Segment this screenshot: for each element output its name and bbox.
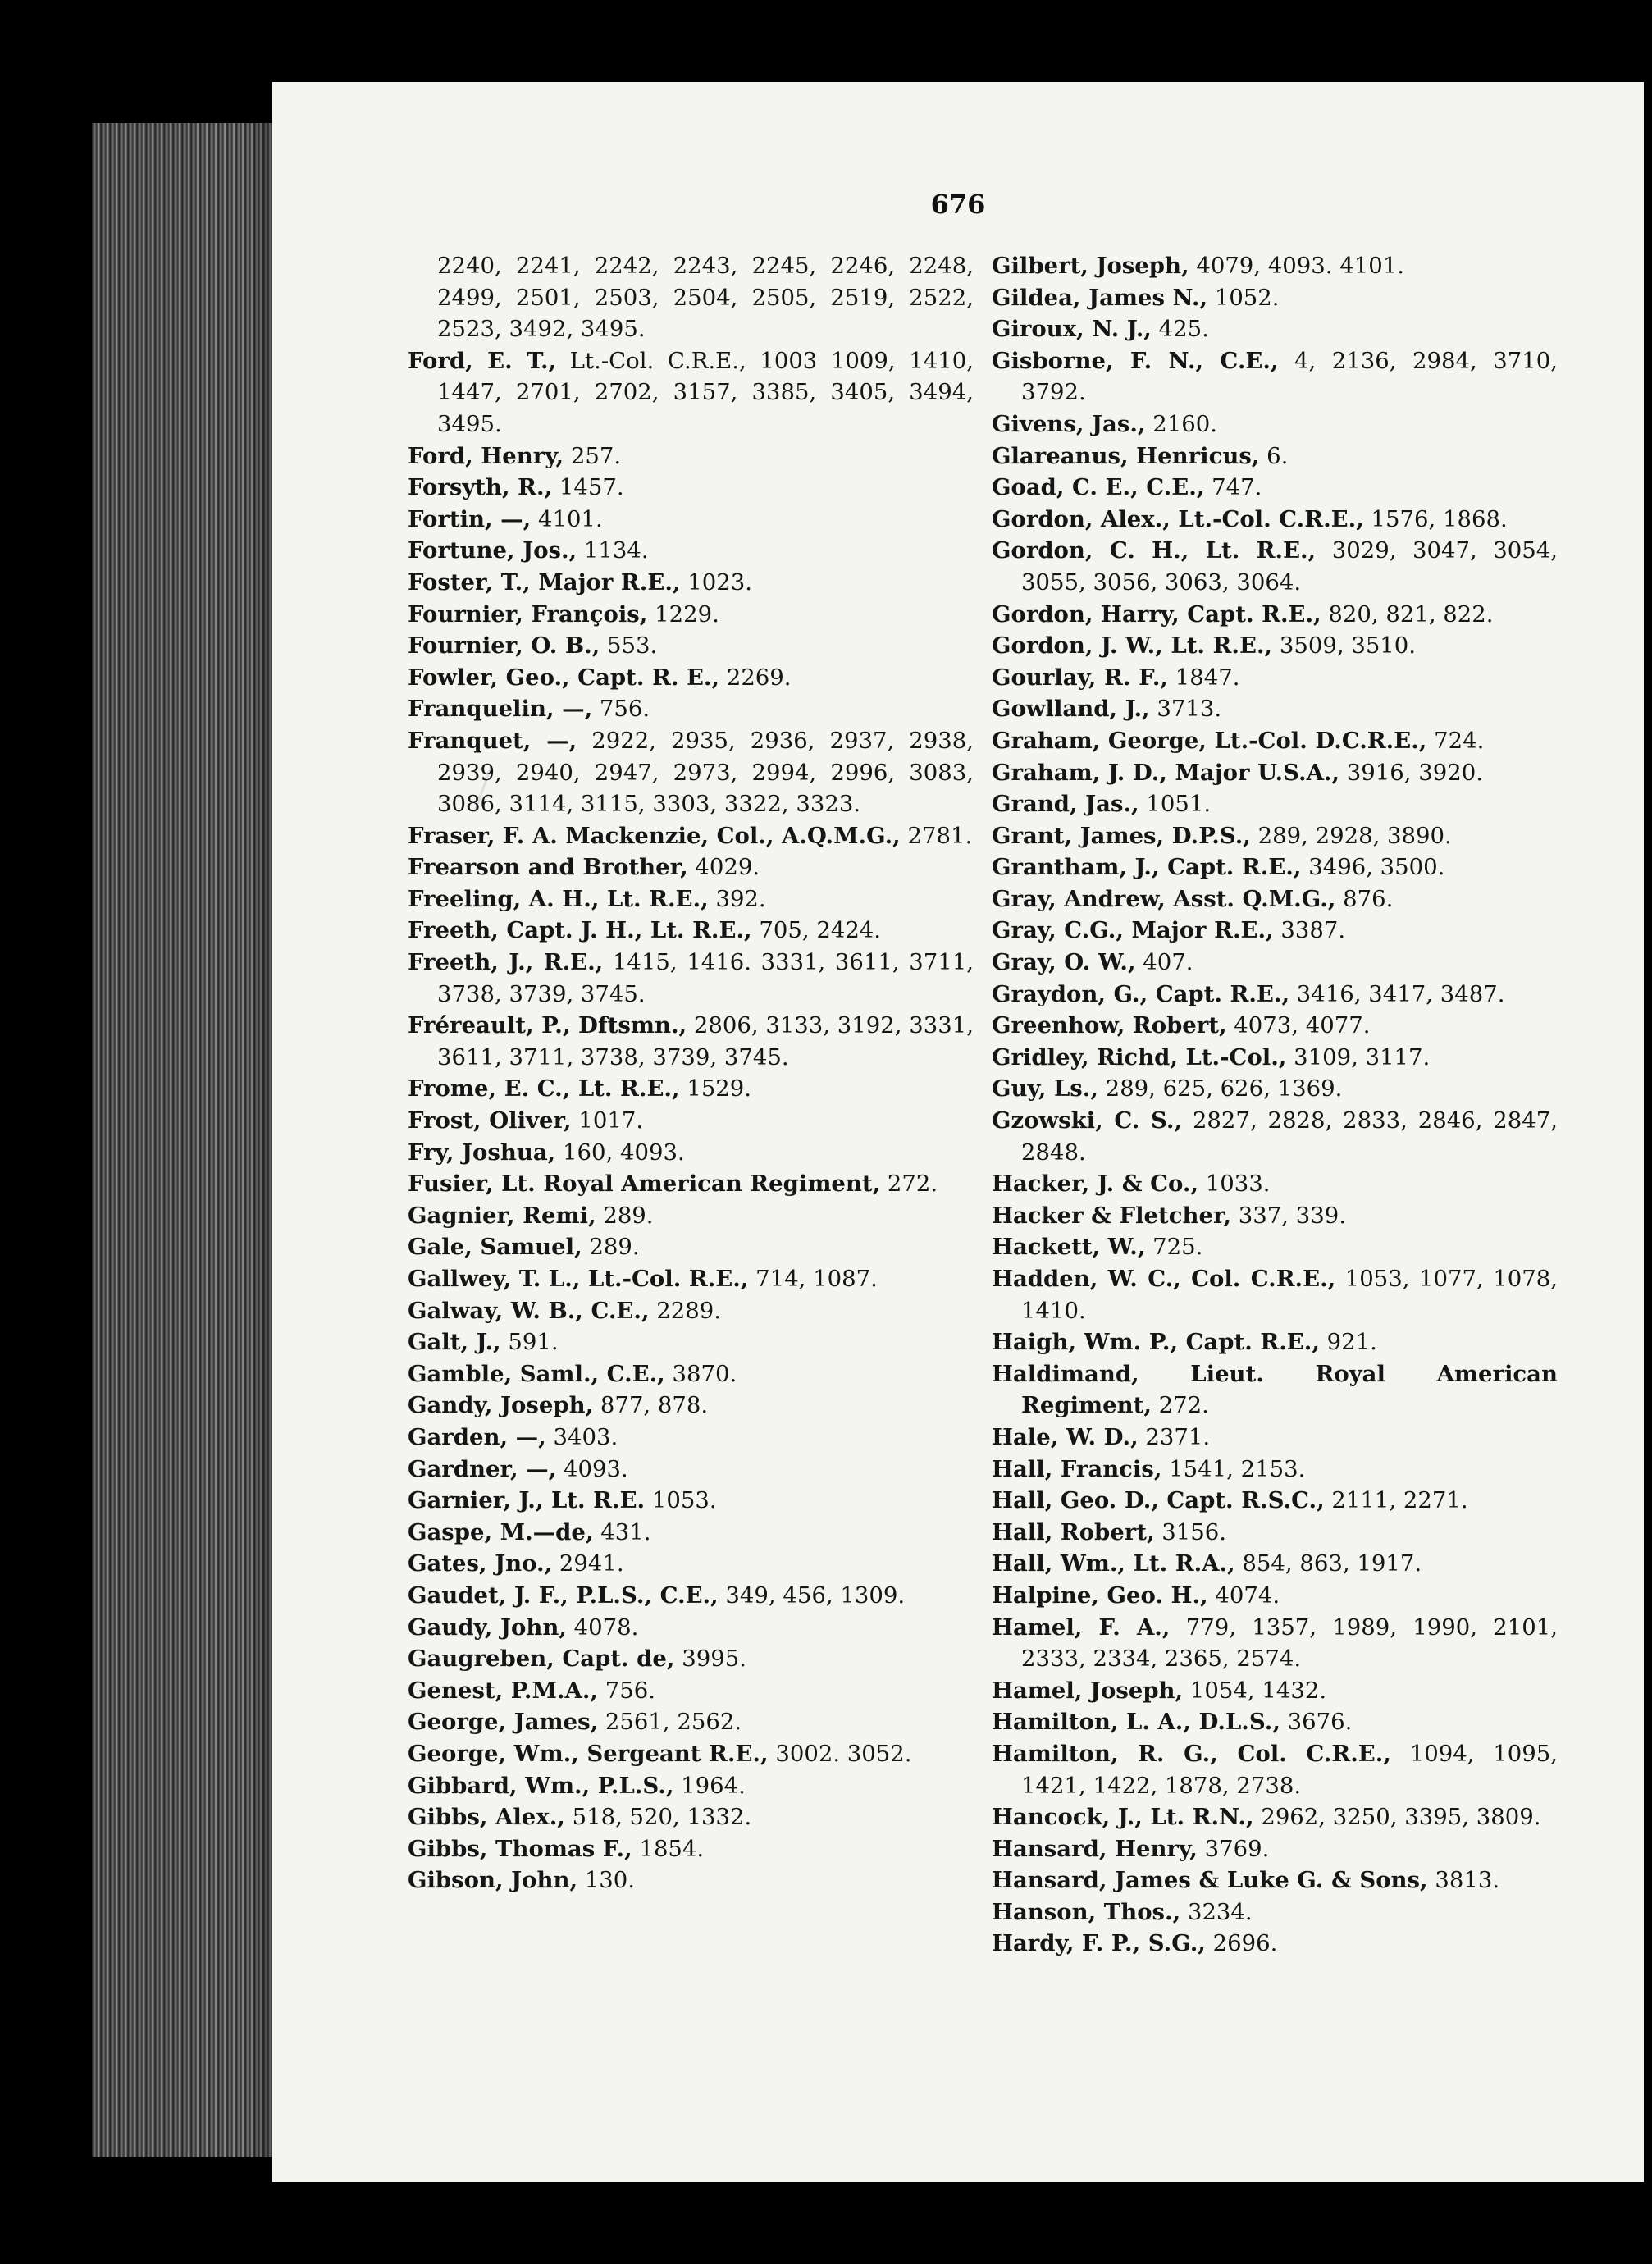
index-entry — [992, 1422, 1558, 1454]
entry-references: 4079, 4093. 4101. — [1189, 253, 1404, 279]
entry-references: 2922, 2935, 2936, 2937, 2938, 2939, 2940, 2947, 2973, 2994, 2996, 3083, 3086, 3114, 3115, 3303, 3322, 3323. — [437, 727, 974, 818]
entry-name: Gilbert, Joseph, — [992, 253, 1189, 279]
index-entry — [408, 1865, 974, 1897]
entry-name: Hall, Robert, — [992, 1518, 1155, 1545]
entry-name: Freeth, Capt. J. H., Lt. R.E., — [408, 917, 752, 944]
entry-name: Hardy, F. P., S.G., — [992, 1930, 1206, 1957]
index-entry — [408, 883, 974, 915]
entry-name: Glareanus, Henricus, — [992, 442, 1260, 469]
entry-name: Fortin, —, — [408, 505, 532, 532]
index-entry — [408, 567, 974, 599]
entry-name: Grand, Jas., — [992, 791, 1139, 818]
entry-references: 1054, 1432. — [1183, 1677, 1327, 1704]
index-entry — [992, 1200, 1558, 1232]
entry-references: 1134. — [577, 537, 649, 564]
entry-references: 3156. — [1154, 1518, 1226, 1545]
entry-references: 1053, 1077, 1078, 1410. — [1021, 1266, 1558, 1324]
index-entry — [408, 820, 974, 852]
entry-name: Gildea, James N., — [992, 284, 1208, 311]
entry-references: 4074. — [1207, 1582, 1280, 1609]
entry-references: 779, 1357, 1989, 1990, 2101, 2333, 2334, 2365, 2574. — [1021, 1614, 1558, 1673]
index-entry — [992, 1263, 1558, 1326]
index-entry — [992, 1485, 1558, 1517]
index-entry — [992, 1010, 1558, 1042]
index-entry — [992, 1675, 1558, 1707]
entry-references: 431. — [593, 1518, 651, 1545]
entry-name: Fréreault, P., Dftsmn., — [408, 1012, 687, 1039]
entry-name: Gates, Jno., — [408, 1550, 553, 1577]
index-entry — [408, 725, 974, 820]
entry-name: Gibbs, Alex., — [408, 1804, 565, 1831]
entry-name: Grant, James, D.P.S., — [992, 822, 1251, 849]
entry-references: 4101. — [531, 505, 603, 532]
entry-name: Galt, J., — [408, 1329, 501, 1356]
entry-references: 2781. — [900, 822, 973, 849]
entry-references: 2806, 3133, 3192, 3331, 3611, 3711, 3738, 3739, 3745. — [437, 1012, 974, 1070]
index-entry — [408, 1454, 974, 1486]
index-entry — [992, 1706, 1558, 1738]
entry-name: Frome, E. C., Lt. R.E., — [408, 1075, 680, 1102]
index-entry — [992, 1042, 1558, 1074]
entry-name: Frearson and Brother, — [408, 854, 688, 881]
entry-references: 2827, 2828, 2833, 2846, 2847, 2848. — [1021, 1107, 1558, 1166]
entry-references: 1964. — [673, 1772, 746, 1799]
entry-name: Hadden, W. C., Col. C.R.E., — [992, 1266, 1336, 1292]
entry-references: 3029, 3047, 3054, 3055, 3056, 3063, 3064. — [1021, 537, 1558, 596]
entry-references: 425. — [1151, 316, 1209, 343]
entry-name: George, James, — [408, 1709, 599, 1736]
entry-name: Hansard, James & Luke G. & Sons, — [992, 1867, 1428, 1894]
entry-references: 1415, 1416. 3331, 3611, 3711, 3738, 3739, 3745. — [437, 949, 974, 1007]
entry-name: Gagnier, Remi, — [408, 1202, 596, 1229]
entry-name: Hansard, Henry, — [992, 1835, 1198, 1862]
entry-references: 725. — [1145, 1234, 1203, 1261]
entry-references: 1541, 2153. — [1161, 1455, 1306, 1482]
entry-references: 2941. — [552, 1550, 624, 1577]
entry-references: 257. — [564, 442, 622, 469]
index-entry — [992, 1073, 1558, 1105]
entry-references: 553. — [600, 632, 658, 660]
entry-references: 1576, 1868. — [1363, 505, 1508, 532]
entry-name: Fraser, F. A. Mackenzie, Col., A.Q.M.G., — [408, 822, 901, 849]
entry-references: 1053. — [645, 1487, 717, 1514]
index-entry — [408, 1263, 974, 1295]
entry-references: 3109, 3117. — [1286, 1043, 1431, 1070]
index-entry — [408, 1580, 974, 1612]
index-entry — [408, 1295, 974, 1327]
entry-name: Gaspe, M.—de, — [408, 1518, 594, 1545]
entry-references: 2371. — [1138, 1423, 1211, 1450]
entry-name: Gowlland, J., — [992, 696, 1150, 723]
index-entry — [992, 1454, 1558, 1486]
index-entry — [992, 851, 1558, 883]
index-entry — [408, 1105, 974, 1137]
index-entry — [992, 472, 1558, 504]
entry-name: Galway, W. B., C.E., — [408, 1297, 650, 1324]
entry-references: 289, 625, 626, 1369. — [1098, 1075, 1343, 1102]
entry-name: Garden, —, — [408, 1423, 546, 1450]
index-entry — [992, 250, 1558, 282]
index-entry — [992, 662, 1558, 694]
index-entry — [992, 979, 1558, 1011]
entry-name: Hall, Francis, — [992, 1455, 1162, 1482]
entry-references: 289. — [582, 1234, 640, 1261]
index-entry — [992, 504, 1558, 536]
entry-name: Gibbs, Thomas F., — [408, 1835, 632, 1862]
index-entry — [992, 1928, 1558, 1960]
entry-name: Gordon, Alex., Lt.-Col. C.R.E., — [992, 505, 1364, 532]
entry-name: Gaudet, J. F., P.L.S., C.E., — [408, 1582, 719, 1609]
entry-references: 3509, 3510. — [1272, 632, 1417, 660]
entry-references: 1529. — [679, 1075, 752, 1102]
entry-references: 1229. — [647, 600, 719, 628]
index-entry — [992, 1580, 1558, 1612]
entry-name: Fusier, Lt. Royal American Regiment, — [408, 1171, 881, 1198]
entry-name: Gridley, Richd, Lt.-Col., — [992, 1043, 1287, 1070]
entry-references: 1051. — [1139, 791, 1212, 818]
entry-references: 289, 2928, 3890. — [1250, 822, 1452, 849]
entry-references: 3676. — [1280, 1709, 1353, 1736]
index-entry — [992, 440, 1558, 472]
index-entry — [992, 820, 1558, 852]
entry-name: Gale, Samuel, — [408, 1234, 582, 1261]
entry-references: 854, 863, 1917. — [1234, 1550, 1422, 1577]
entry-name: Hamel, F. A., — [992, 1614, 1171, 1641]
entry-references: 2111, 2271. — [1324, 1487, 1468, 1514]
entry-name: Ford, E. T., — [408, 347, 557, 374]
entry-references: Lt.-Col. C.R.E., 1003 1009, 1410, 1447, 2701, 2702, 3157, 3385, 3405, 3494, 3495. — [437, 347, 974, 437]
entry-name: Gray, C.G., Major R.E., — [992, 917, 1274, 944]
index-entry — [408, 1390, 974, 1422]
index-entry — [408, 1833, 974, 1865]
entry-name: Gaugreben, Capt. de, — [408, 1646, 675, 1673]
index-entry — [408, 1706, 974, 1738]
index-entry — [992, 725, 1558, 757]
entry-name: Hale, W. D., — [992, 1423, 1139, 1450]
entry-references: 289. — [596, 1202, 654, 1229]
index-entry — [992, 1833, 1558, 1865]
index-entry — [408, 662, 974, 694]
index-entry — [992, 1548, 1558, 1580]
entry-name: Graydon, G., Capt. R.E., — [992, 980, 1290, 1007]
entry-name: Foster, T., Major R.E., — [408, 568, 681, 596]
entry-name: Fry, Joshua, — [408, 1139, 556, 1166]
entry-name: Freeling, A. H., Lt. R.E., — [408, 885, 709, 912]
entry-references: 921. — [1319, 1329, 1377, 1356]
entry-name: Hacker & Fletcher, — [992, 1202, 1232, 1229]
index-entry — [408, 851, 974, 883]
entry-references: 756. — [592, 696, 650, 723]
entry-name: Gordon, J. W., Lt. R.E., — [992, 632, 1273, 660]
index-entry — [408, 947, 974, 1010]
entry-name: Hackett, W., — [992, 1234, 1146, 1261]
entry-name: Fournier, O. B., — [408, 632, 600, 660]
index-entry — [992, 630, 1558, 662]
entry-name: Givens, Jas., — [992, 410, 1146, 437]
entry-references: 3496, 3500. — [1301, 854, 1445, 881]
entry-references: 518, 520, 1332. — [564, 1804, 752, 1831]
index-entry — [992, 345, 1558, 409]
entry-name: Halpine, Geo. H., — [992, 1582, 1208, 1609]
index-entry — [992, 788, 1558, 820]
index-entry — [992, 1612, 1558, 1675]
index-entry — [408, 1168, 974, 1200]
entry-name: Gaudy, John, — [408, 1614, 567, 1641]
index-entry — [408, 1643, 974, 1675]
index-entry — [408, 915, 974, 947]
entry-references: 272. — [880, 1171, 938, 1198]
index-entry — [992, 1738, 1558, 1801]
entry-name: Gibbard, Wm., P.L.S., — [408, 1772, 674, 1799]
entry-name: Haldimand, Lieut. Royal American Regiment, — [992, 1360, 1558, 1419]
page-number: 676 — [930, 189, 986, 220]
entry-name: Gourlay, R. F., — [992, 664, 1168, 691]
index-entry — [408, 1137, 974, 1169]
index-entry — [408, 1770, 974, 1802]
entry-references: 3002. 3052. — [768, 1740, 912, 1767]
entry-references: 876. — [1335, 885, 1394, 912]
entry-name: Gordon, C. H., Lt. R.E., — [992, 537, 1317, 564]
entry-name: Forsyth, R., — [408, 474, 553, 501]
entry-references: 4, 2136, 2984, 3710, 3792. — [1021, 347, 1558, 406]
index-entry — [992, 693, 1558, 725]
entry-name: Grantham, J., Capt. R.E., — [992, 854, 1302, 881]
entry-name: Frost, Oliver, — [408, 1107, 572, 1134]
index-entry — [992, 1168, 1558, 1200]
index-entry — [992, 1105, 1558, 1168]
index-entry — [992, 535, 1558, 598]
entry-references: 1094, 1095, 1421, 1422, 1878, 2738. — [1021, 1740, 1558, 1799]
entry-references: 392. — [708, 885, 766, 912]
entry-name: Hall, Geo. D., Capt. R.S.C., — [992, 1487, 1325, 1514]
entry-name: Franquet, —, — [408, 727, 577, 754]
entry-name: Gordon, Harry, Capt. R.E., — [992, 600, 1321, 628]
entry-references: 349, 456, 1309. — [718, 1582, 906, 1609]
entry-name: Giroux, N. J., — [992, 316, 1152, 343]
entry-references: 756. — [598, 1677, 655, 1704]
index-entry — [408, 504, 974, 536]
index-entry — [992, 1865, 1558, 1897]
index-entry — [992, 1517, 1558, 1549]
index-entry — [408, 630, 974, 662]
index-entry — [992, 1897, 1558, 1929]
entry-references: 1847. — [1167, 664, 1240, 691]
entry-name: Goad, C. E., C.E., — [992, 474, 1205, 501]
entry-references: 4029. — [687, 854, 760, 881]
entry-name: Gzowski, C. S., — [992, 1107, 1183, 1134]
entry-references: 130. — [577, 1867, 636, 1894]
entry-references: 705, 2424. — [751, 917, 882, 944]
entry-name: Gardner, —, — [408, 1455, 557, 1482]
index-entry — [408, 599, 974, 631]
entry-name: Gibson, John, — [408, 1867, 578, 1894]
index-entry — [408, 1422, 974, 1454]
index-entry — [408, 1010, 974, 1073]
entry-references: 2240, 2241, 2242, 2243, 2245, 2246, 2248, 2499, 2501, 2503, 2504, 2505, 2519, 2522, 2523, 3492, 3495. — [437, 253, 974, 343]
entry-references: 4078. — [566, 1614, 639, 1641]
index-entry — [408, 250, 974, 345]
entry-references: 3403. — [545, 1423, 618, 1450]
index-column-left — [408, 250, 974, 1897]
entry-name: Guy, Ls., — [992, 1075, 1098, 1102]
entry-name: Graham, J. D., Major U.S.A., — [992, 759, 1340, 786]
index-entry — [408, 1485, 974, 1517]
entry-name: Fournier, François, — [408, 600, 648, 628]
index-entry — [408, 1801, 974, 1833]
entry-name: Freeth, J., R.E., — [408, 949, 604, 976]
entry-references: 724. — [1426, 727, 1485, 754]
entry-references: 2269. — [719, 664, 792, 691]
entry-references: 714, 1087. — [748, 1266, 878, 1292]
entry-name: Greenhow, Robert, — [992, 1012, 1227, 1039]
index-entry — [408, 1358, 974, 1390]
entry-references: 1033. — [1198, 1171, 1271, 1198]
index-entry — [408, 472, 974, 504]
entry-references: 272. — [1151, 1392, 1209, 1419]
index-entry — [992, 599, 1558, 631]
index-entry — [992, 1231, 1558, 1263]
index-entry — [408, 1200, 974, 1232]
entry-references: 1854. — [632, 1835, 705, 1862]
entry-references: 1052. — [1207, 284, 1280, 311]
entry-name: Gandy, Joseph, — [408, 1392, 594, 1419]
entry-references: 3916, 3920. — [1339, 759, 1483, 786]
index-entry — [992, 1326, 1558, 1358]
entry-references: 407. — [1135, 949, 1193, 976]
entry-references: 3416, 3417, 3487. — [1289, 980, 1505, 1007]
entry-name: Hamilton, R. G., Col. C.R.E., — [992, 1740, 1391, 1767]
entry-references: 337, 339. — [1231, 1202, 1346, 1229]
index-entry — [992, 313, 1558, 345]
index-entry — [992, 947, 1558, 979]
entry-references: 4093. — [556, 1455, 628, 1482]
entry-name: Hanson, Thos., — [992, 1898, 1181, 1925]
entry-references: 160, 4093. — [555, 1139, 685, 1166]
index-entry — [992, 1358, 1558, 1422]
index-entry — [992, 757, 1558, 789]
index-entry — [408, 693, 974, 725]
entry-references: 2561, 2562. — [598, 1709, 742, 1736]
entry-references: 820, 821, 822. — [1321, 600, 1494, 628]
index-entry — [992, 282, 1558, 314]
index-entry — [408, 1548, 974, 1580]
entry-references: 3995. — [674, 1646, 746, 1673]
entry-references: 1023. — [680, 568, 752, 596]
entry-name: Garnier, J., Lt. R.E. — [408, 1487, 646, 1514]
index-entry — [408, 440, 974, 472]
entry-name: Fortune, Jos., — [408, 537, 577, 564]
index-entry — [408, 1517, 974, 1549]
index-entry — [408, 345, 974, 440]
entry-references: 2289. — [649, 1297, 722, 1324]
entry-name: Hall, Wm., Lt. R.A., — [992, 1550, 1235, 1577]
index-entry — [992, 915, 1558, 947]
entry-name: Fowler, Geo., Capt. R. E., — [408, 664, 720, 691]
entry-name: Gray, Andrew, Asst. Q.M.G., — [992, 885, 1336, 912]
index-entry — [408, 1231, 974, 1263]
book-page — [272, 82, 1644, 2182]
entry-name: Hancock, J., Lt. R.N., — [992, 1804, 1254, 1831]
index-entry — [408, 1675, 974, 1707]
entry-references: 2696. — [1205, 1930, 1278, 1957]
index-column-right — [992, 250, 1558, 1960]
index-entry — [992, 1801, 1558, 1833]
entry-references: 747. — [1204, 474, 1262, 501]
entry-name: Gisborne, F. N., C.E., — [992, 347, 1279, 374]
entry-references: 1017. — [571, 1107, 644, 1134]
index-entry — [408, 1738, 974, 1770]
entry-name: Franquelin, —, — [408, 696, 593, 723]
entry-references: 2160. — [1145, 410, 1217, 437]
entry-name: Gamble, Saml., C.E., — [408, 1360, 665, 1387]
entry-name: Hamilton, L. A., D.L.S., — [992, 1709, 1280, 1736]
index-entry — [992, 409, 1558, 440]
entry-name: Hamel, Joseph, — [992, 1677, 1184, 1704]
index-entry — [992, 883, 1558, 915]
entry-references: 3813. — [1427, 1867, 1500, 1894]
index-entry — [408, 1612, 974, 1644]
entry-references: 3713. — [1149, 696, 1222, 723]
entry-name: Ford, Henry, — [408, 442, 564, 469]
entry-references: 1457. — [552, 474, 624, 501]
entry-name: Haigh, Wm. P., Capt. R.E., — [992, 1329, 1320, 1356]
index-entry — [408, 1326, 974, 1358]
entry-references: 3234. — [1180, 1898, 1253, 1925]
entry-name: Hacker, J. & Co., — [992, 1171, 1199, 1198]
entry-references: 877, 878. — [593, 1392, 709, 1419]
entry-references: 3769. — [1197, 1835, 1270, 1862]
entry-references: 3870. — [664, 1360, 737, 1387]
entry-references: 3387. — [1273, 917, 1346, 944]
entry-name: George, Wm., Sergeant R.E., — [408, 1740, 769, 1767]
entry-name: Graham, George, Lt.-Col. D.C.R.E., — [992, 727, 1427, 754]
entry-name: Genest, P.M.A., — [408, 1677, 599, 1704]
entry-references: 591. — [500, 1329, 559, 1356]
index-entry — [408, 535, 974, 567]
entry-references: 4073, 4077. — [1226, 1012, 1371, 1039]
entry-name: Gallwey, T. L., Lt.-Col. R.E., — [408, 1266, 749, 1292]
entry-name: Gray, O. W., — [992, 949, 1136, 976]
entry-references: 6. — [1259, 442, 1289, 469]
index-entry — [408, 1073, 974, 1105]
entry-references: 2962, 3250, 3395, 3809. — [1253, 1804, 1541, 1831]
